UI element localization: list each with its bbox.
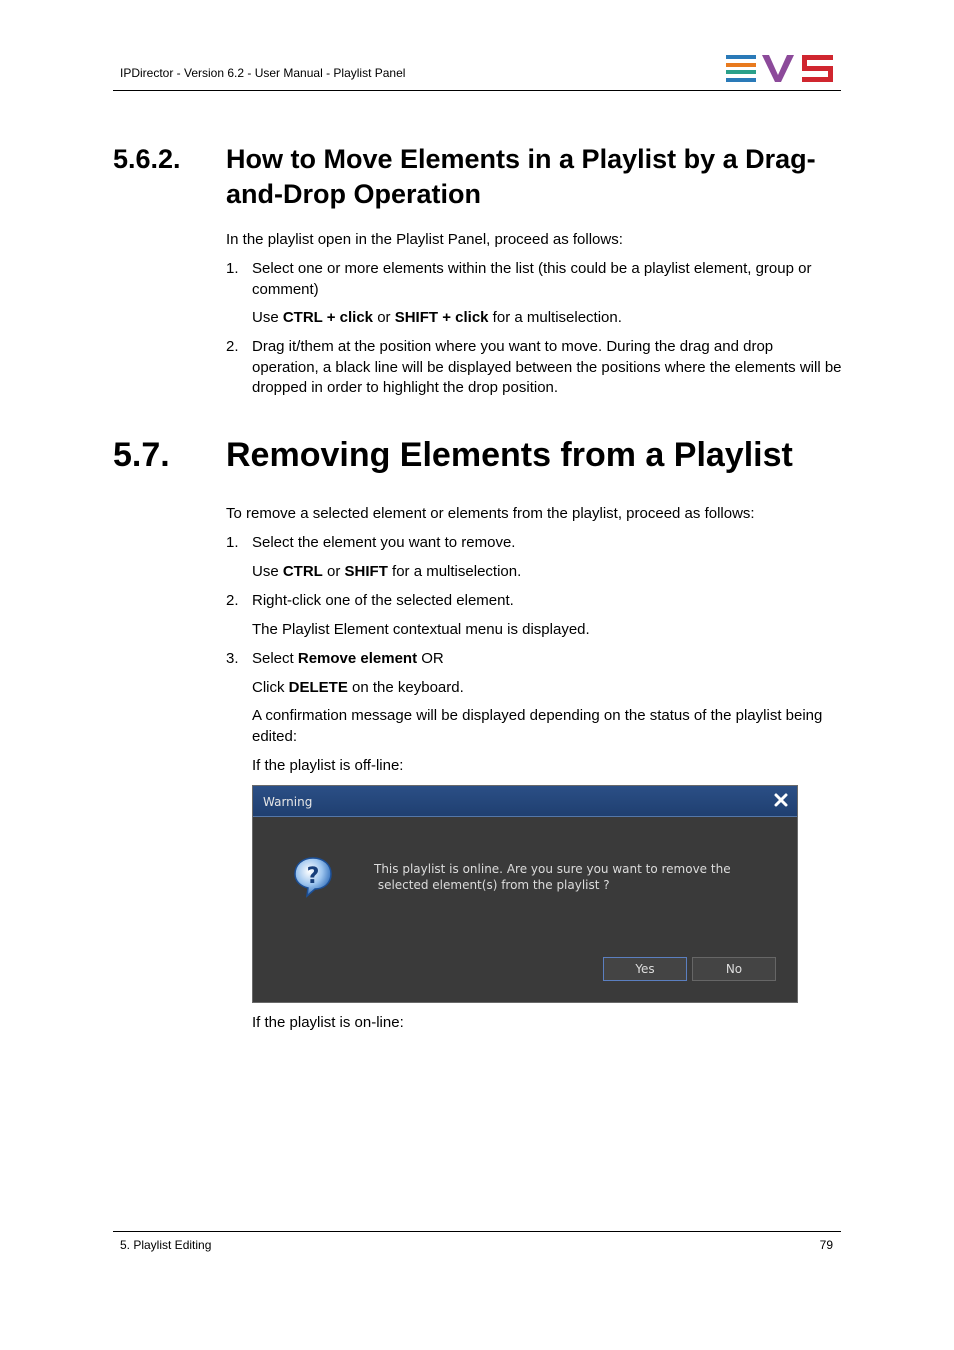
step-note: If the playlist is off-line:	[252, 757, 404, 774]
step-note: Click DELETE on the keyboard.	[252, 679, 464, 696]
section-number: 5.7.	[113, 436, 170, 474]
intro-paragraph: To remove a selected element or elements from the playlist, proceed as follows:	[226, 505, 755, 522]
list-text: Right-click one of the selected element.	[252, 592, 514, 609]
list-text: Select Remove element OR	[252, 650, 444, 667]
svg-text:?: ?	[306, 864, 320, 889]
no-button[interactable]: No	[692, 957, 776, 981]
running-header: IPDirector - Version 6.2 - User Manual - Playlist Panel	[120, 66, 406, 80]
list-text: Drag it/them at the position where you want to move. During the drag and drop operation, a black line will be displayed between the positions where the elements will be dropped in order to highlight the drop position.	[252, 338, 842, 396]
step-note: Use CTRL + click or SHIFT + click for a multiselection.	[252, 309, 622, 326]
list-number: 1.	[226, 534, 239, 551]
section-title: How to Move Elements in a Playlist by a Drag-and-Drop Operation	[226, 144, 816, 209]
question-icon	[293, 856, 333, 898]
dialog-titlebar	[253, 786, 797, 817]
page-number: 79	[819, 1238, 833, 1252]
list-text: Select one or more elements within the list (this could be a playlist element, group or comment)	[252, 260, 812, 298]
list-number: 3.	[226, 650, 239, 667]
evs-logo	[726, 55, 834, 82]
step-note: If the playlist is on-line:	[252, 1014, 404, 1031]
intro-paragraph: In the playlist open in the Playlist Panel, proceed as follows:	[226, 231, 623, 248]
footer-rule	[113, 1231, 841, 1232]
step-note: A confirmation message will be displayed depending on the status of the playlist being edited:	[252, 707, 823, 745]
step-note: The Playlist Element contextual menu is displayed.	[252, 621, 590, 638]
warning-dialog	[252, 785, 798, 1003]
list-number: 1.	[226, 260, 239, 277]
dialog-title: Warning	[263, 795, 313, 809]
list-text: Select the element you want to remove.	[252, 534, 516, 551]
section-title: Removing Elements from a Playlist	[226, 436, 793, 474]
yes-button[interactable]: Yes	[603, 957, 687, 981]
list-number: 2.	[226, 592, 239, 609]
list-number: 2.	[226, 338, 239, 355]
close-icon[interactable]	[771, 790, 791, 810]
footer-chapter: 5. Playlist Editing	[120, 1238, 212, 1252]
header-rule	[113, 90, 841, 91]
section-number: 5.6.2.	[113, 144, 181, 174]
dialog-message: This playlist is online. Are you sure you want to remove the selected element(s) from the playlist ?	[374, 862, 731, 892]
step-note: Use CTRL or SHIFT for a multiselection.	[252, 563, 522, 580]
